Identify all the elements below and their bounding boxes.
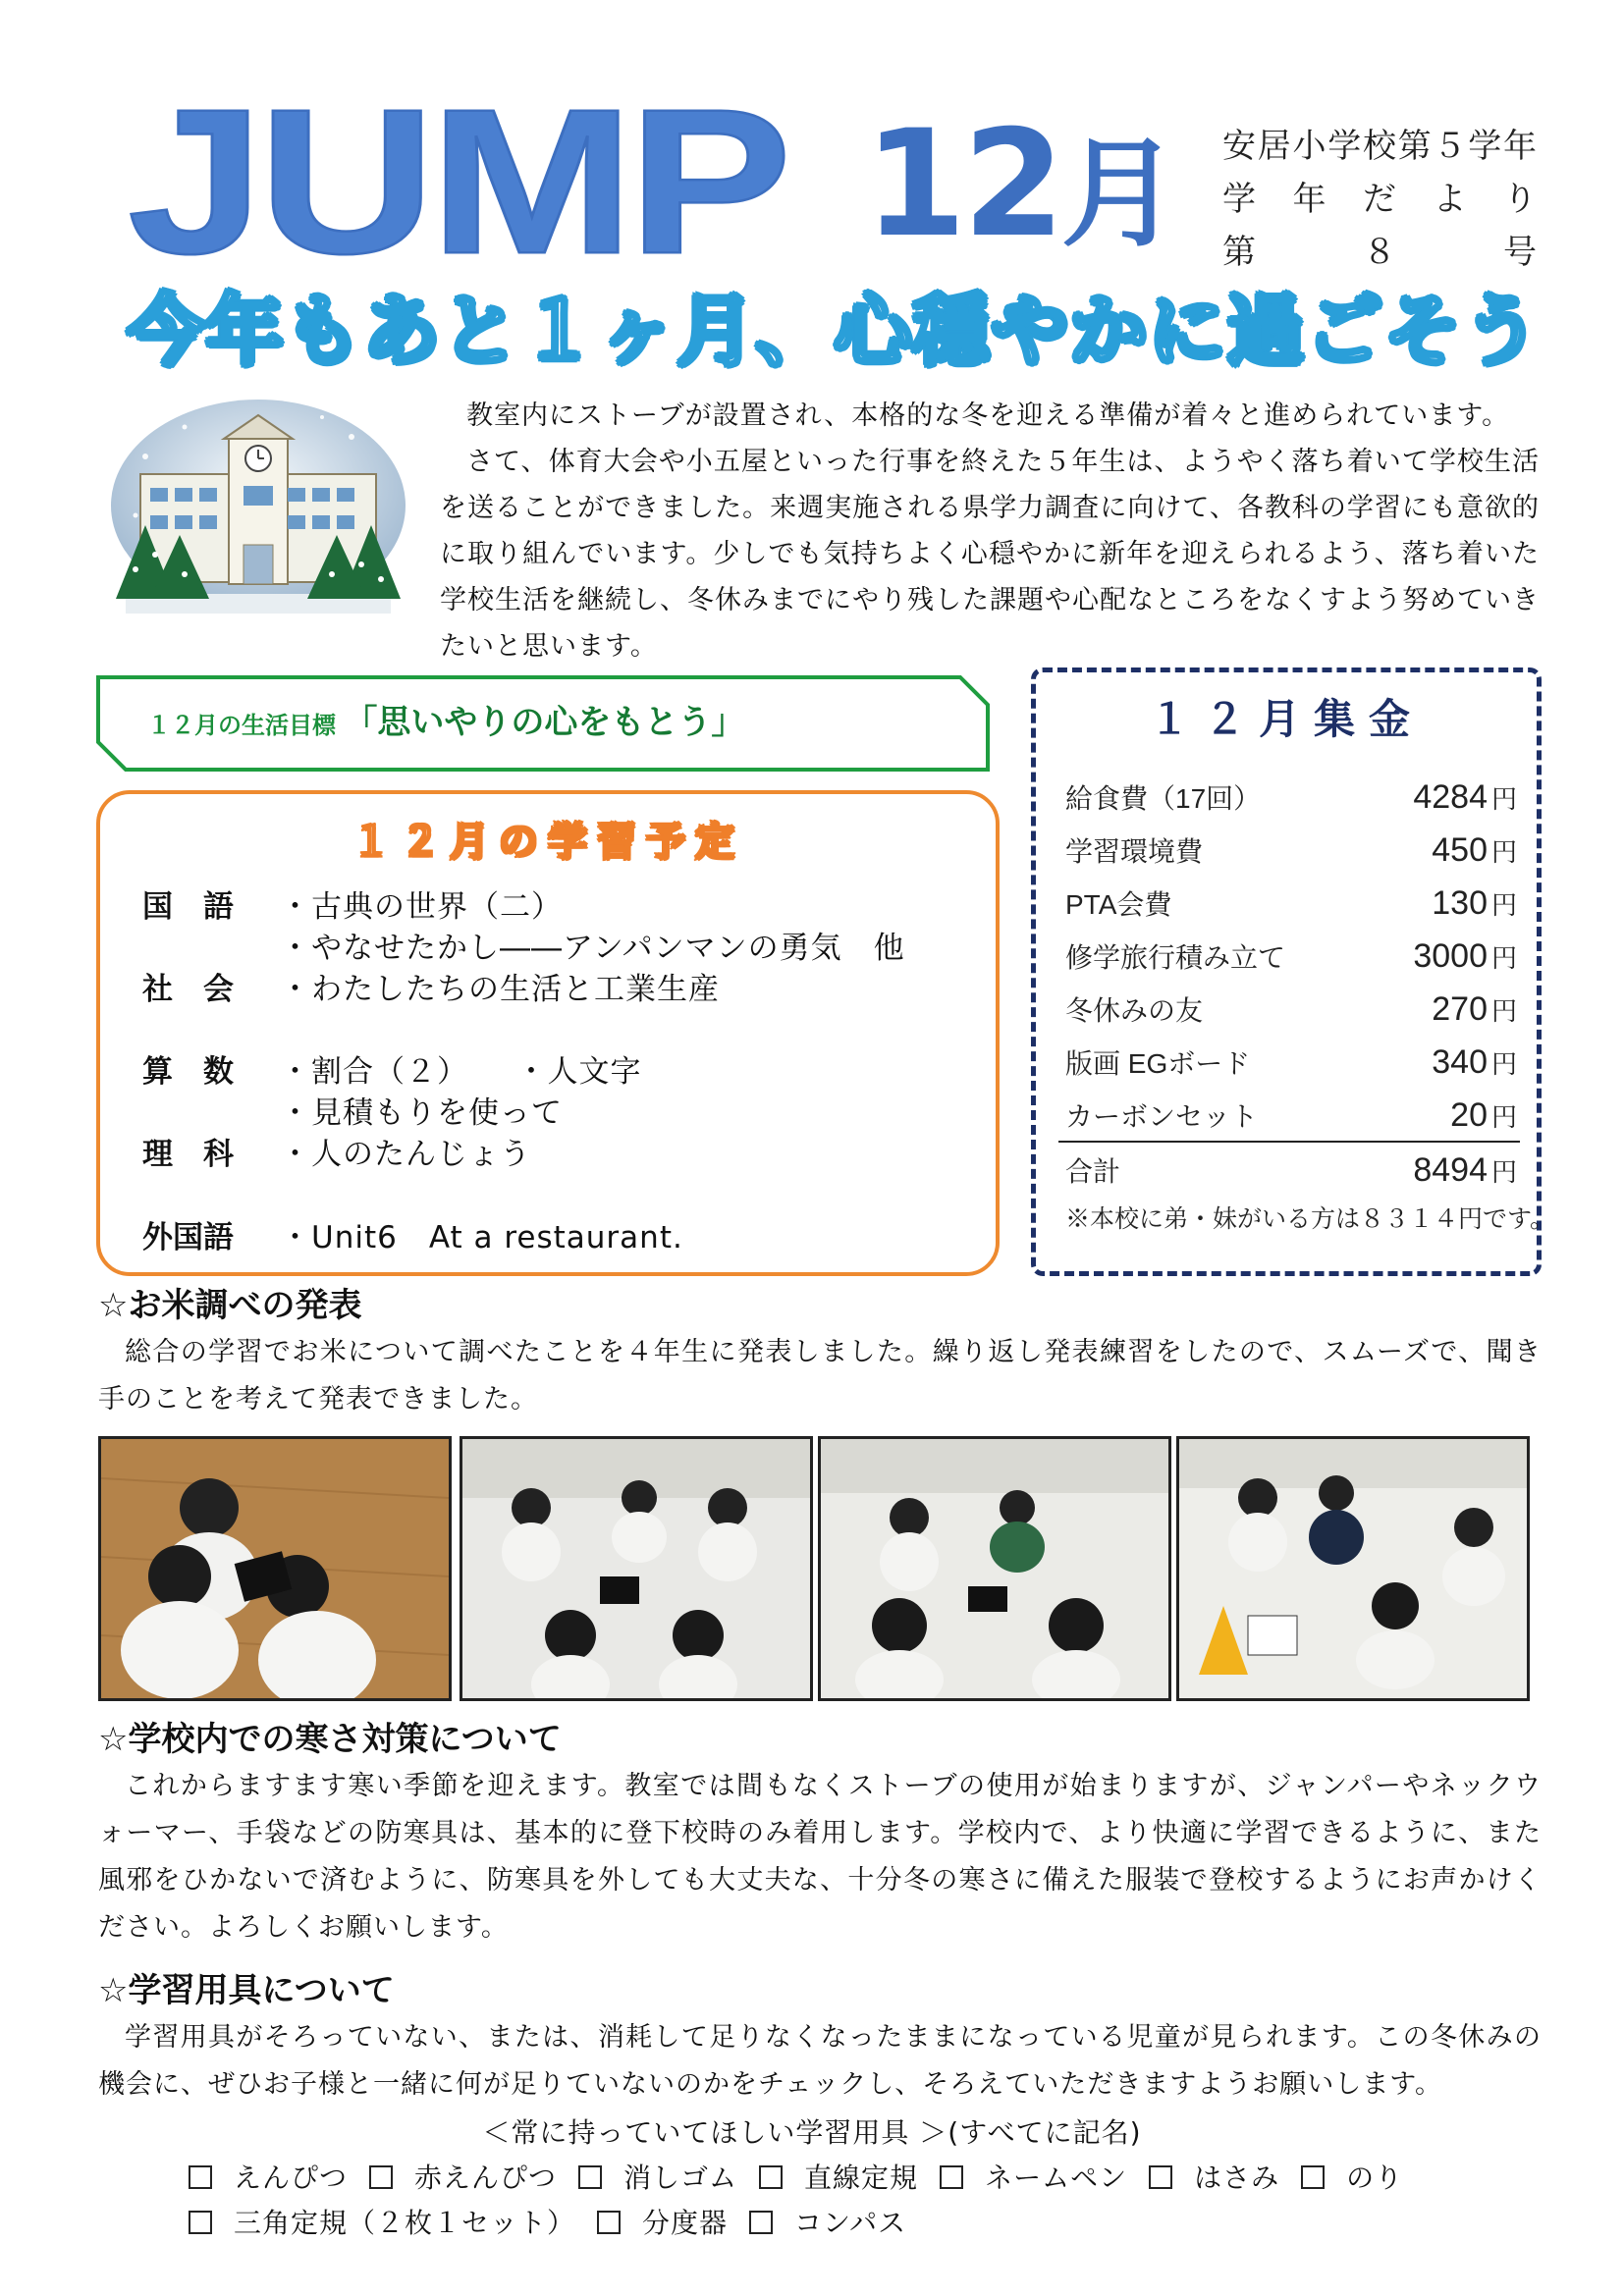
plan-row: 外国語 ・Unit6 At a restaurant. [142,1220,683,1255]
tool-checkbox-item [1149,2162,1279,2194]
checkbox-icon [759,2165,783,2189]
checkbox-icon [1149,2165,1172,2189]
school-name-char: 小 [1292,127,1326,166]
total-divider [1058,1141,1520,1143]
plan-row: ・見積もりを使って [280,1095,563,1131]
masthead-month [864,99,1179,270]
collection-note: ※本校に弟・妹がいる方は８３１４円です。 [1065,1205,1555,1233]
checkbox-icon [1301,2165,1325,2189]
tool-name: 赤えんぴつ [414,2162,558,2194]
goal-text: 「思いやりの心をもとう」 [344,703,745,742]
photo-1 [98,1436,452,1701]
checkbox-icon [578,2165,602,2189]
plan-row: ・やなせたかし――アンパンマンの勇気 他 [280,931,905,966]
plan-row: 算 数 ・割合（２） ・人文字 [142,1054,642,1090]
school-name-char: 校 [1363,127,1396,166]
tool-checkbox-item [369,2162,557,2194]
month-number: 12 [864,99,1061,270]
tool-name: のり [1346,2162,1404,2194]
tools-checklist-row-1 [189,2156,1425,2201]
tools-section-text: 学習用具がそろっていない、または、消耗して足りなくなったままになっている児童が見られます。この冬休みの機会に、ぜひお子様と一緒に何が足りていないのかをチェックし、そろえていただきますようお願いします。 [98,2022,1542,2100]
plan-row: 国 語 ・古典の世界（二） [142,889,563,925]
photo-2 [460,1436,813,1701]
tool-checkbox-item [749,2207,906,2239]
school-name-char: 学 [1327,127,1362,166]
cold-section-text: これからますます寒い季節を迎えます。教室では間もなくストーブの使用が始まりますが、ジャンパーやネックウォーマー、手袋などの防寒具は、基本的に登下校時のみ着用します。学校内で、より快適に学習できるように、また風邪をひかないで済むように、防寒具を外しても大丈夫な、十分冬の寒さに備えた服装で登校するようにお声かけください。よろしくお願いします。 [98,1771,1542,1943]
intro-text [440,393,1540,669]
tool-name: ネームペン [985,2162,1128,2194]
school-name-char: 第 [1397,127,1432,166]
masthead-title: JUMP [128,66,786,296]
tool-checkbox-item [1301,2162,1403,2194]
newsletter-label-char: り [1503,180,1537,219]
plan-row: 社 会 ・わたしたちの生活と工業生産 [142,972,720,1007]
collection-row: 給食費（17回） 4284 円 [1065,778,1517,816]
collection-row: PTA会費 130 円 [1065,884,1517,922]
checkbox-icon [940,2165,963,2189]
issue-info [1222,120,1537,279]
tool-name: 直線定規 [804,2162,919,2194]
tools-list-heading: ＜常に持っていてほしい学習用具 ＞(すべてに記名) [482,2116,1142,2149]
newsletter-label-char: 学 [1222,180,1256,219]
issue-number-char: 号 [1503,233,1537,272]
tool-checkbox-item [189,2207,575,2239]
tool-name: コンパス [794,2207,907,2239]
checkbox-icon [369,2165,393,2189]
rice-section-title: ☆お米調べの発表 [98,1286,362,1325]
issue-number-char: 第 [1222,233,1256,272]
tool-checkbox-item [189,2162,348,2194]
school-name-char: ５ [1433,127,1467,166]
school-name-char: 安 [1222,127,1256,166]
goal-label: １２月の生活目標 [147,712,336,739]
tools-checklist-row-2 [189,2201,928,2246]
checkbox-icon [189,2211,212,2234]
checkbox-icon [189,2165,212,2189]
tools-section-title: ☆学習用具について [98,1971,395,2010]
collection-total: 合計 8494 円 [1065,1151,1517,1189]
newsletter-label-char: だ [1363,180,1396,219]
tool-name: えんぴつ [234,2162,349,2194]
newsletter-label-char: 年 [1292,180,1326,219]
cold-section-title: ☆学校内での寒さ対策について [98,1720,562,1759]
rice-section-text: 総合の学習でお米について調べたことを４年生に発表しました。繰り返し発表練習をしたので、スムーズで、聞き手のことを考えて発表できました。 [98,1337,1542,1415]
tool-name: はさみ [1194,2162,1280,2194]
intro-paragraph-2: さて、体育大会や小五屋といった行事を終えた５年生は、ようやく落ち着いて学校生活を送ることができました。来週実施される県学力調査に向けて、各教科の学習にも意欲的に取り組んでいます。少しでも気持ちよく心穏やかに新年を迎えられるよう、落ち着いた学校生活を継続し、冬休みまでにやり残した課題や心配なところをなくすよう努めていきたいと思います。 [440,447,1540,662]
monthly-goal [147,699,744,749]
collection-title: １２月集金 [1148,695,1424,743]
newsletter-label [1222,173,1537,226]
checkbox-icon [749,2211,773,2234]
school-building-illustration [106,398,410,618]
headline: 今年もあと１ヶ月、心穏やかに過ごそう [127,288,1542,376]
issue-number [1222,226,1537,279]
collection-row: カーボンセット 20 円 [1065,1096,1517,1134]
collection-row: 学習環境費 450 円 [1065,831,1517,869]
study-plan-title: １２月の学習予定 [352,820,744,865]
collection-row: 版画 EGボード 340 円 [1065,1043,1517,1081]
photo-3 [818,1436,1171,1701]
collection-row: 冬休みの友 270 円 [1065,990,1517,1028]
tool-checkbox-item [759,2162,918,2194]
tool-checkbox-item [940,2162,1127,2194]
intro-paragraph-1: 教室内にストーブが設置され、本格的な冬を迎える準備が着々と進められています。 [466,400,1510,431]
tool-checkbox-item [578,2162,737,2194]
school-name [1222,120,1537,173]
tool-name: 消しゴム [623,2162,738,2194]
checkbox-icon [597,2211,621,2234]
school-name-char: 居 [1257,127,1291,166]
photo-4 [1176,1436,1530,1701]
school-name-char: 年 [1503,127,1537,166]
issue-number-char: ８ [1363,233,1396,272]
month-unit: 月 [1060,127,1179,263]
tool-name: 分度器 [642,2207,729,2239]
tool-name: 三角定規（２枚１セット） [234,2207,576,2239]
collection-row: 修学旅行積み立て 3000 円 [1065,937,1517,975]
school-name-char: 学 [1468,127,1502,166]
plan-row: 理 科 ・人のたんじょう [142,1137,531,1172]
newsletter-label-char: よ [1433,180,1467,219]
tool-checkbox-item [597,2207,728,2239]
